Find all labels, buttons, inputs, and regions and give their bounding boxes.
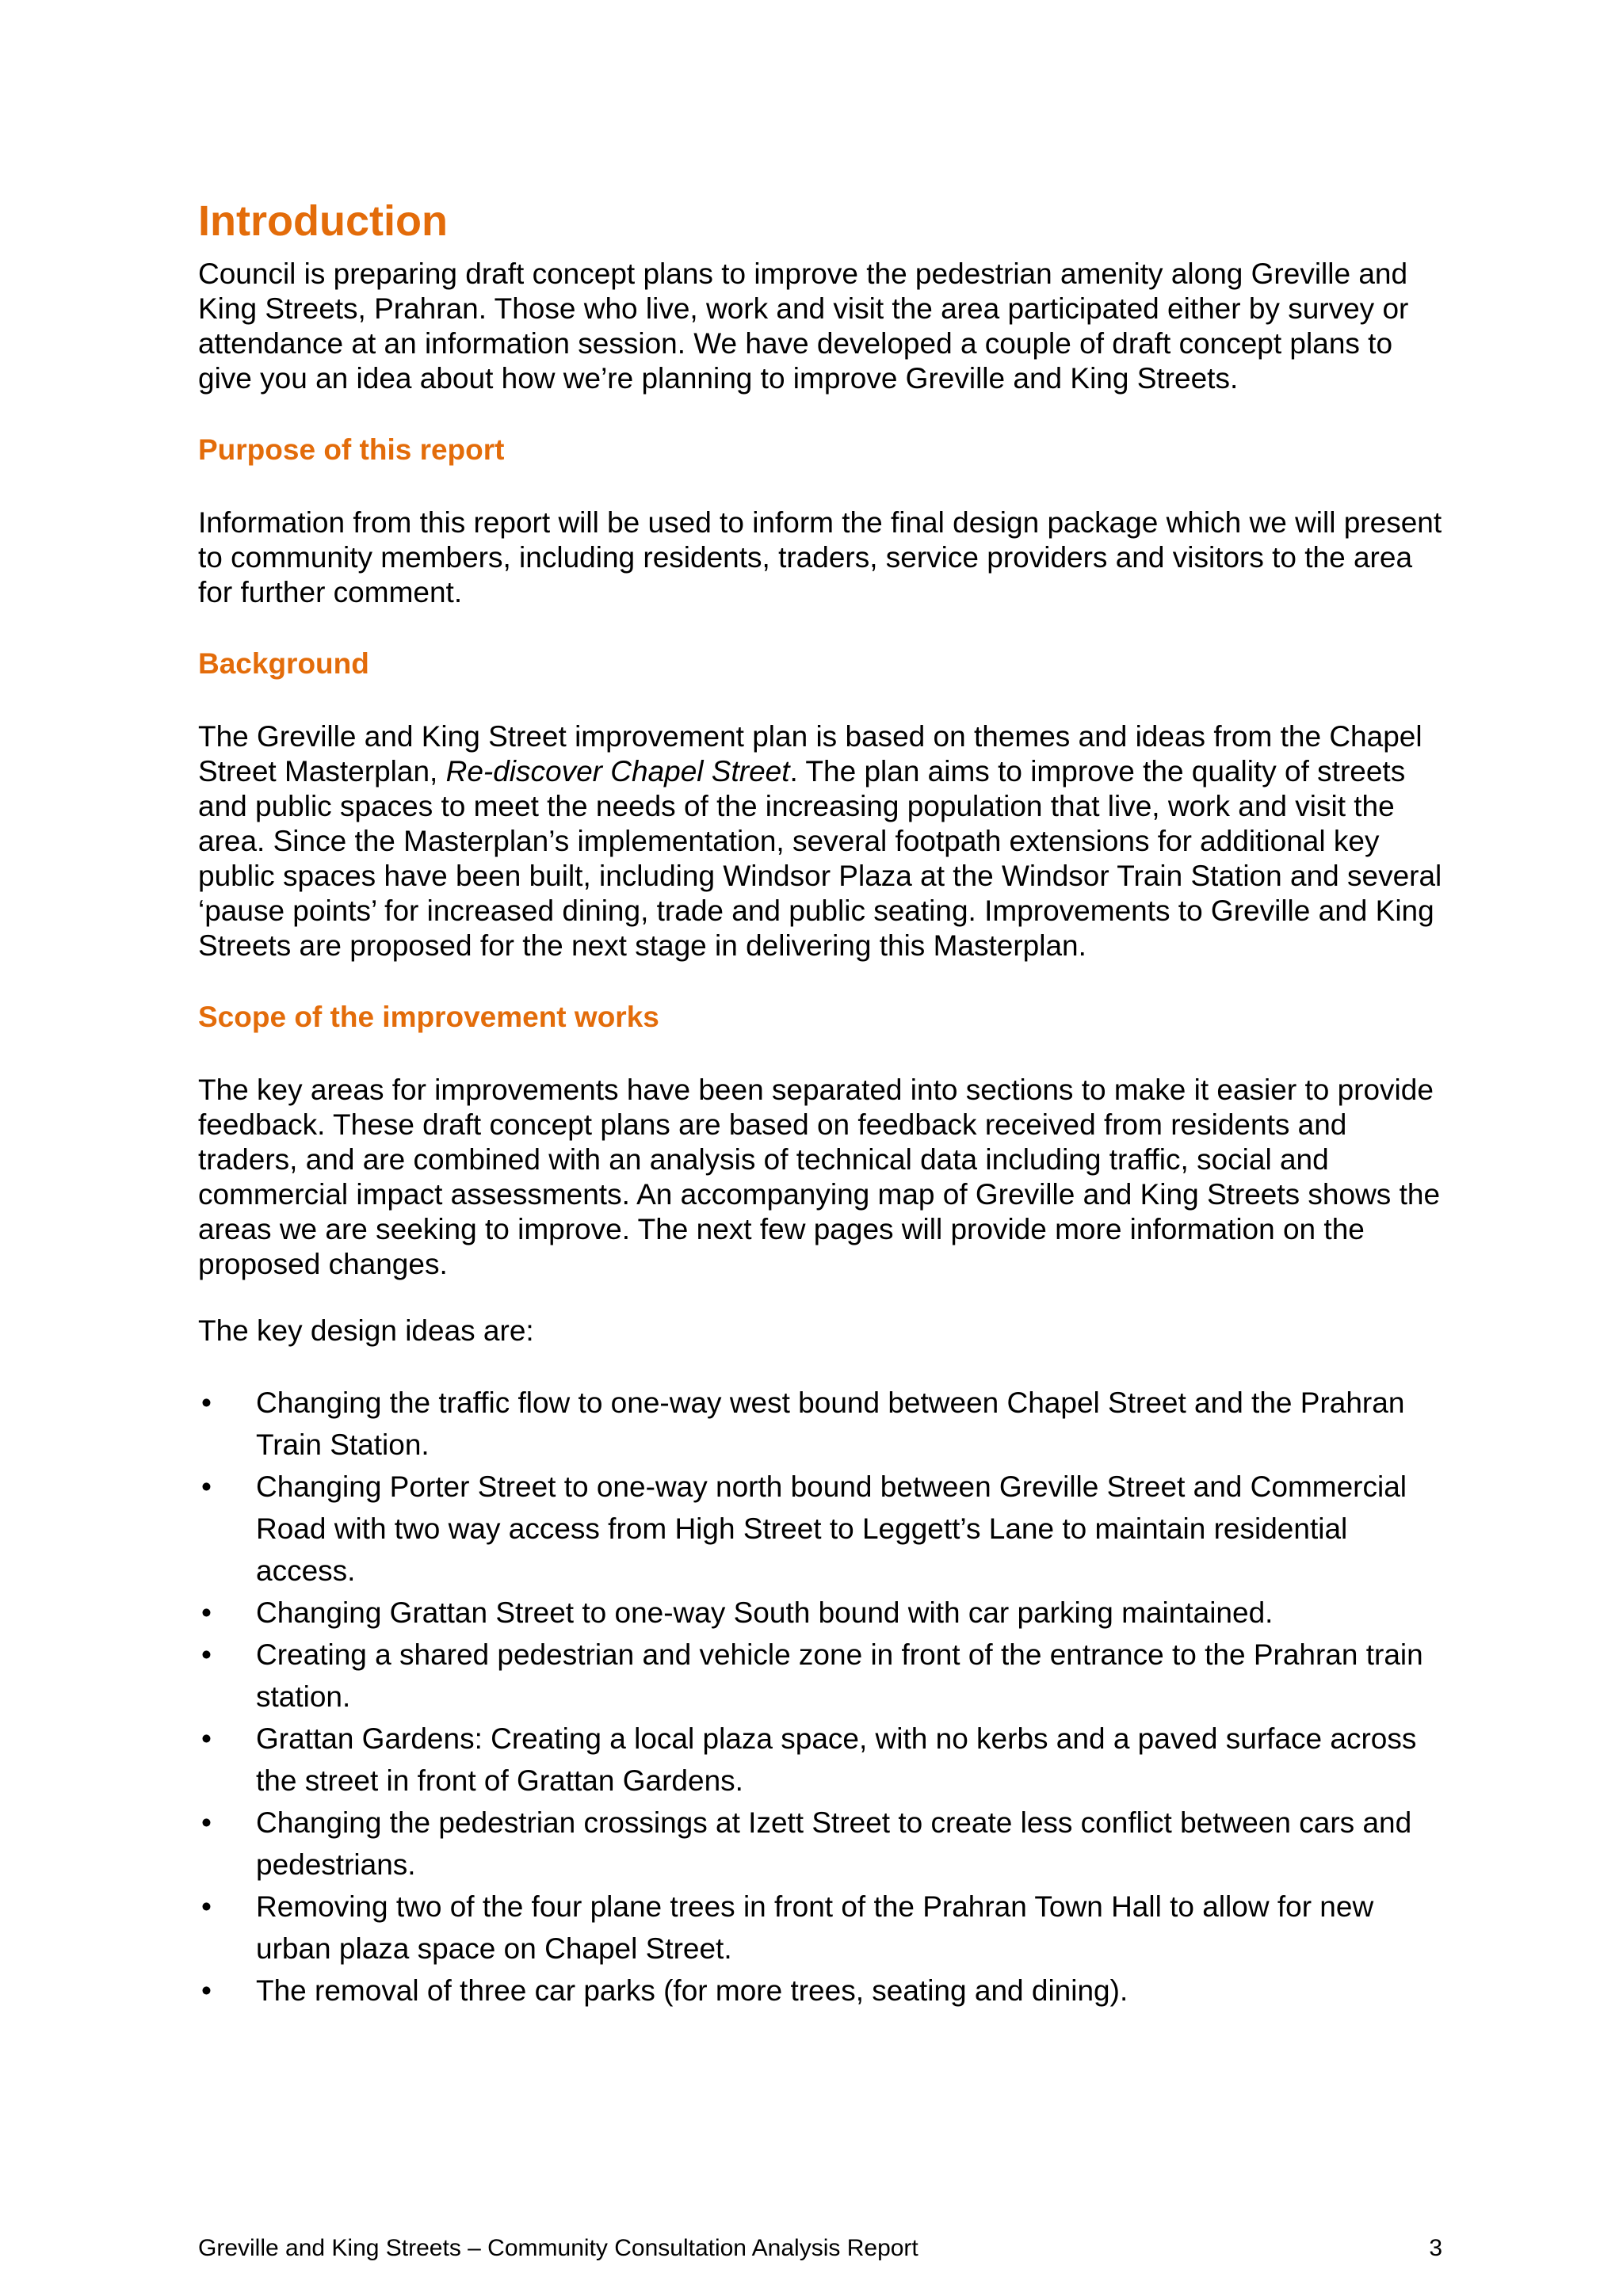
list-item-text: Changing Grattan Street to one-way South bound with car parking maintained. bbox=[256, 1596, 1274, 1629]
spacer bbox=[198, 681, 1442, 719]
spacer bbox=[198, 467, 1442, 505]
list-item bbox=[198, 1970, 1442, 2012]
bullet-icon: • bbox=[201, 1596, 212, 1629]
scope-paragraph: The key areas for improvements have been separated into sections to make it easier to provide feedback. These draft concept plans are based on feedback received from residents and traders, and are combined with an analysis of technical data including traffic, social and commercial impact assessments. An accompanying map of Greville and King Streets shows the areas we are seeking to improve. The next few pages will provide more information on the proposed changes. bbox=[198, 1074, 1441, 1280]
background-text-end: . The plan aims to improve the quality of streets and public spaces to meet the needs of the increasing population that live, work and visit the area. Since the Masterplan’s implementation, several footpath extensions for additional key public spaces have been built, including Windsor Plaza at the Windsor Train Station and several ‘pause points’ for increased dining, trade and public seating. Improvements to Greville and King Streets are proposed for the next stage in delivering this Masterplan. bbox=[198, 755, 1442, 962]
list-item bbox=[198, 1886, 1442, 1970]
list-item bbox=[198, 1802, 1442, 1886]
list-item-text: Grattan Gardens: Creating a local plaza space, with no kerbs and a paved surface across the street in front of Grattan Gardens. bbox=[256, 1722, 1417, 1797]
spacer bbox=[198, 1348, 1442, 1382]
bullet-icon: • bbox=[201, 1638, 212, 1671]
page-content bbox=[198, 195, 1442, 2012]
list-item-text: Changing the pedestrian crossings at Izett Street to create less conflict between cars and pedestrians. bbox=[256, 1806, 1412, 1881]
introduction-heading: Introduction bbox=[198, 197, 448, 245]
spacer bbox=[198, 396, 1442, 433]
page-number: 3 bbox=[1429, 2235, 1442, 2261]
bullet-icon: • bbox=[201, 1722, 212, 1755]
list-item bbox=[198, 1382, 1442, 1466]
bullet-icon: • bbox=[201, 1974, 212, 2007]
footer-report-title: Greville and King Streets – Community Consultation Analysis Report bbox=[198, 2235, 918, 2261]
masterplan-title: Re-discover Chapel Street bbox=[445, 755, 790, 788]
bullet-icon: • bbox=[201, 1806, 212, 1839]
introduction-paragraph: Council is preparing draft concept plans to improve the pedestrian amenity along Greville and King Streets, Prahran. Those who live, work and visit the area participated either by survey or attendance at an information session. We have developed a couple of draft concept plans to give you an idea about how we’re planning to improve Greville and King Streets. bbox=[198, 257, 1409, 395]
spacer bbox=[198, 1282, 1442, 1314]
spacer bbox=[198, 963, 1442, 1000]
spacer bbox=[198, 1035, 1442, 1073]
background-paragraph bbox=[198, 719, 1442, 963]
key-design-ideas-list bbox=[198, 1382, 1442, 2012]
purpose-paragraph: Information from this report will be used to inform the final design package which we will present to community members, including residents, traders, service providers and visitors to the area for further comment. bbox=[198, 506, 1442, 608]
purpose-heading: Purpose of this report bbox=[198, 433, 505, 466]
bullet-icon: • bbox=[201, 1890, 212, 1923]
list-item-text: Changing the traffic flow to one-way west bound between Chapel Street and the Prahran Train Station. bbox=[256, 1386, 1405, 1461]
page-footer bbox=[198, 2234, 1442, 2263]
key-design-ideas-intro: The key design ideas are: bbox=[198, 1314, 534, 1347]
list-item bbox=[198, 1466, 1442, 1592]
list-item-text: Creating a shared pedestrian and vehicle zone in front of the entrance to the Prahran train station. bbox=[256, 1638, 1423, 1713]
background-heading: Background bbox=[198, 647, 369, 680]
bullet-icon: • bbox=[201, 1386, 212, 1419]
list-item-text: The removal of three car parks (for more trees, seating and dining). bbox=[256, 1974, 1128, 2007]
list-item-text: Changing Porter Street to one-way north bound between Greville Street and Commercial Road with two way access from High Street to Leggett’s Lane to maintain residential access. bbox=[256, 1470, 1407, 1587]
spacer bbox=[198, 610, 1442, 646]
list-item bbox=[198, 1634, 1442, 1718]
scope-heading: Scope of the improvement works bbox=[198, 1001, 659, 1033]
bullet-icon: • bbox=[201, 1470, 212, 1503]
list-item bbox=[198, 1592, 1442, 1634]
background-text-start: The Greville and King Street improvement plan is based on themes and ideas from the Chapel Street Masterplan, bbox=[198, 720, 1423, 788]
list-item-text: Removing two of the four plane trees in front of the Prahran Town Hall to allow for new urban plaza space on Chapel Street. bbox=[256, 1890, 1374, 1965]
list-item bbox=[198, 1718, 1442, 1802]
